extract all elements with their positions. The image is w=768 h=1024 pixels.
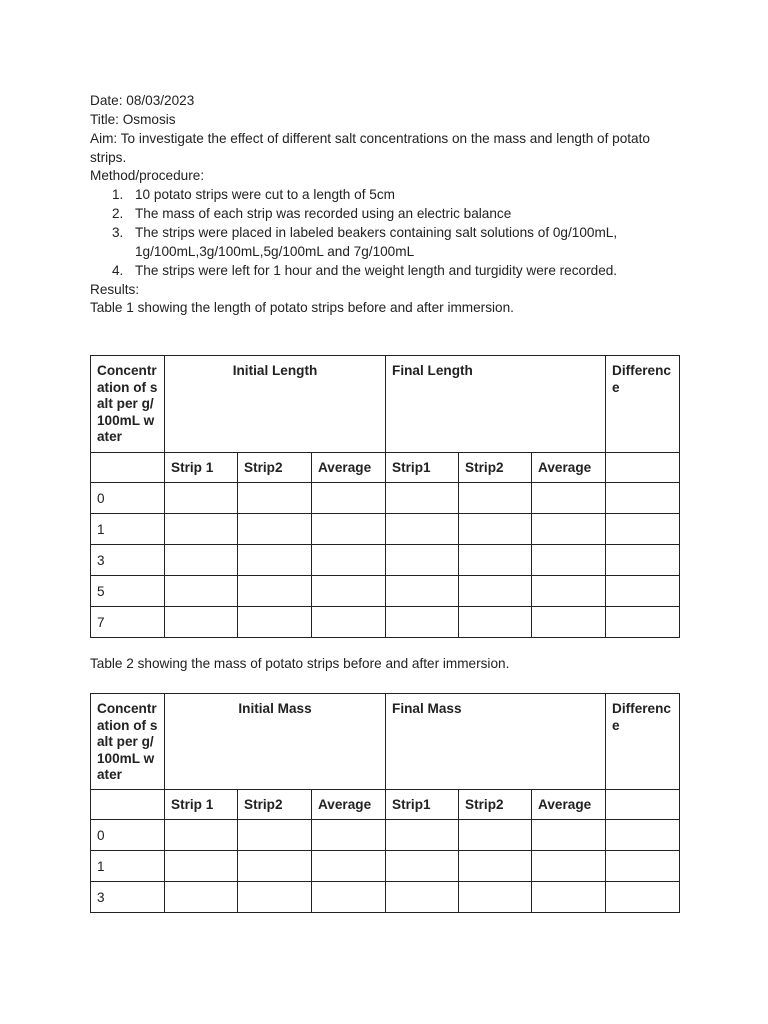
data-cell bbox=[606, 607, 680, 638]
method-step bbox=[90, 261, 695, 280]
average-header: Average bbox=[312, 453, 386, 483]
table-row bbox=[91, 607, 680, 638]
step-number: 1. bbox=[112, 187, 124, 202]
empty-cell bbox=[606, 790, 680, 820]
concentration-value: 7 bbox=[91, 607, 165, 638]
method-heading: Method/procedure: bbox=[90, 168, 205, 183]
data-cell bbox=[238, 882, 312, 913]
method-step bbox=[90, 204, 695, 223]
data-cell bbox=[532, 514, 606, 545]
step-text: The strips were placed in labeled beakers containing salt solutions of 0g/100mL, 1g/100mL,3g/100mL,5g/100mL and 7g/100mL bbox=[135, 225, 618, 259]
data-cell bbox=[312, 820, 386, 851]
table-header-row bbox=[91, 694, 680, 790]
data-cell bbox=[606, 851, 680, 882]
method-steps-list bbox=[90, 185, 695, 280]
step-text: 10 potato strips were cut to a length of 5cm bbox=[135, 187, 395, 202]
step-text: The mass of each strip was recorded using an electric balance bbox=[135, 206, 512, 221]
data-cell bbox=[532, 851, 606, 882]
data-cell bbox=[532, 882, 606, 913]
concentration-value: 0 bbox=[91, 483, 165, 514]
concentration-value: 1 bbox=[91, 851, 165, 882]
data-cell bbox=[165, 545, 238, 576]
concentration-header: Concentration of salt per g/100mL water bbox=[91, 694, 165, 790]
table-header-row bbox=[91, 356, 680, 453]
data-cell bbox=[386, 820, 459, 851]
results-heading: Results: bbox=[90, 282, 140, 297]
data-cell bbox=[606, 483, 680, 514]
average-header: Average bbox=[532, 790, 606, 820]
aim-line-1: Aim: To investigate the effect of different salt concentrations on the mass and length of potato bbox=[90, 131, 650, 146]
empty-cell bbox=[91, 790, 165, 820]
initial-length-header: Initial Length bbox=[165, 356, 386, 453]
data-cell bbox=[238, 607, 312, 638]
average-header: Average bbox=[312, 790, 386, 820]
data-cell bbox=[532, 820, 606, 851]
strip-header: Strip2 bbox=[459, 790, 532, 820]
data-cell bbox=[312, 545, 386, 576]
mass-table bbox=[90, 693, 680, 913]
data-cell bbox=[238, 514, 312, 545]
strip-header: Strip2 bbox=[238, 453, 312, 483]
data-cell bbox=[386, 545, 459, 576]
title-line: Title: Osmosis bbox=[90, 112, 176, 127]
data-cell bbox=[532, 576, 606, 607]
strip-header: Strip2 bbox=[238, 790, 312, 820]
data-cell bbox=[386, 483, 459, 514]
method-step bbox=[90, 185, 695, 204]
table-row bbox=[91, 851, 680, 882]
strip-header: Strip 1 bbox=[165, 790, 238, 820]
data-cell bbox=[165, 607, 238, 638]
data-cell bbox=[459, 483, 532, 514]
data-cell bbox=[165, 576, 238, 607]
step-number: 2. bbox=[112, 206, 124, 221]
concentration-value: 3 bbox=[91, 545, 165, 576]
empty-cell bbox=[606, 453, 680, 483]
data-cell bbox=[606, 882, 680, 913]
data-cell bbox=[532, 545, 606, 576]
data-cell bbox=[386, 576, 459, 607]
data-cell bbox=[606, 820, 680, 851]
data-cell bbox=[238, 576, 312, 607]
concentration-value: 3 bbox=[91, 882, 165, 913]
table-row bbox=[91, 820, 680, 851]
strip-header: Strip2 bbox=[459, 453, 532, 483]
table-row bbox=[91, 576, 680, 607]
data-cell bbox=[165, 882, 238, 913]
difference-header: Difference bbox=[606, 356, 680, 453]
data-cell bbox=[165, 820, 238, 851]
concentration-value: 5 bbox=[91, 576, 165, 607]
concentration-value: 1 bbox=[91, 514, 165, 545]
data-cell bbox=[312, 514, 386, 545]
data-cell bbox=[238, 483, 312, 514]
table-row bbox=[91, 483, 680, 514]
table-subheader-row bbox=[91, 790, 680, 820]
step-number: 3. bbox=[112, 225, 124, 240]
initial-mass-header: Initial Mass bbox=[165, 694, 386, 790]
data-cell bbox=[165, 483, 238, 514]
data-cell bbox=[386, 882, 459, 913]
strip-header: Strip1 bbox=[386, 790, 459, 820]
data-cell bbox=[386, 607, 459, 638]
data-cell bbox=[312, 607, 386, 638]
data-cell bbox=[386, 514, 459, 545]
data-cell bbox=[606, 576, 680, 607]
strip-header: Strip 1 bbox=[165, 453, 238, 483]
step-text: The strips were left for 1 hour and the weight length and turgidity were recorded. bbox=[135, 263, 618, 278]
data-cell bbox=[312, 882, 386, 913]
data-cell bbox=[312, 851, 386, 882]
data-cell bbox=[238, 820, 312, 851]
strip-header: Strip1 bbox=[386, 453, 459, 483]
table2-caption: Table 2 showing the mass of potato strips before and after immersion. bbox=[90, 656, 510, 671]
data-cell bbox=[165, 514, 238, 545]
data-cell bbox=[606, 545, 680, 576]
data-cell bbox=[606, 514, 680, 545]
concentration-value: 0 bbox=[91, 820, 165, 851]
data-cell bbox=[459, 851, 532, 882]
final-length-header: Final Length bbox=[386, 356, 606, 453]
step-number: 4. bbox=[112, 263, 124, 278]
data-cell bbox=[459, 820, 532, 851]
table-row bbox=[91, 882, 680, 913]
data-cell bbox=[165, 851, 238, 882]
data-cell bbox=[312, 483, 386, 514]
aim-line-2: strips. bbox=[90, 150, 127, 165]
concentration-header: Concentration of salt per g/100mL water bbox=[91, 356, 165, 453]
table-row bbox=[91, 545, 680, 576]
method-step bbox=[90, 223, 695, 261]
data-cell bbox=[532, 483, 606, 514]
data-cell bbox=[312, 576, 386, 607]
table-row bbox=[91, 514, 680, 545]
data-cell bbox=[238, 851, 312, 882]
average-header: Average bbox=[532, 453, 606, 483]
final-mass-header: Final Mass bbox=[386, 694, 606, 790]
date-line: Date: 08/03/2023 bbox=[90, 93, 195, 108]
data-cell bbox=[459, 882, 532, 913]
empty-cell bbox=[91, 453, 165, 483]
data-cell bbox=[459, 545, 532, 576]
difference-header: Difference bbox=[606, 694, 680, 790]
table1-caption: Table 1 showing the length of potato strips before and after immersion. bbox=[90, 300, 514, 315]
data-cell bbox=[459, 576, 532, 607]
data-cell bbox=[238, 545, 312, 576]
data-cell bbox=[386, 851, 459, 882]
table-subheader-row bbox=[91, 453, 680, 483]
length-table bbox=[90, 355, 680, 638]
data-cell bbox=[459, 514, 532, 545]
data-cell bbox=[459, 607, 532, 638]
data-cell bbox=[532, 607, 606, 638]
